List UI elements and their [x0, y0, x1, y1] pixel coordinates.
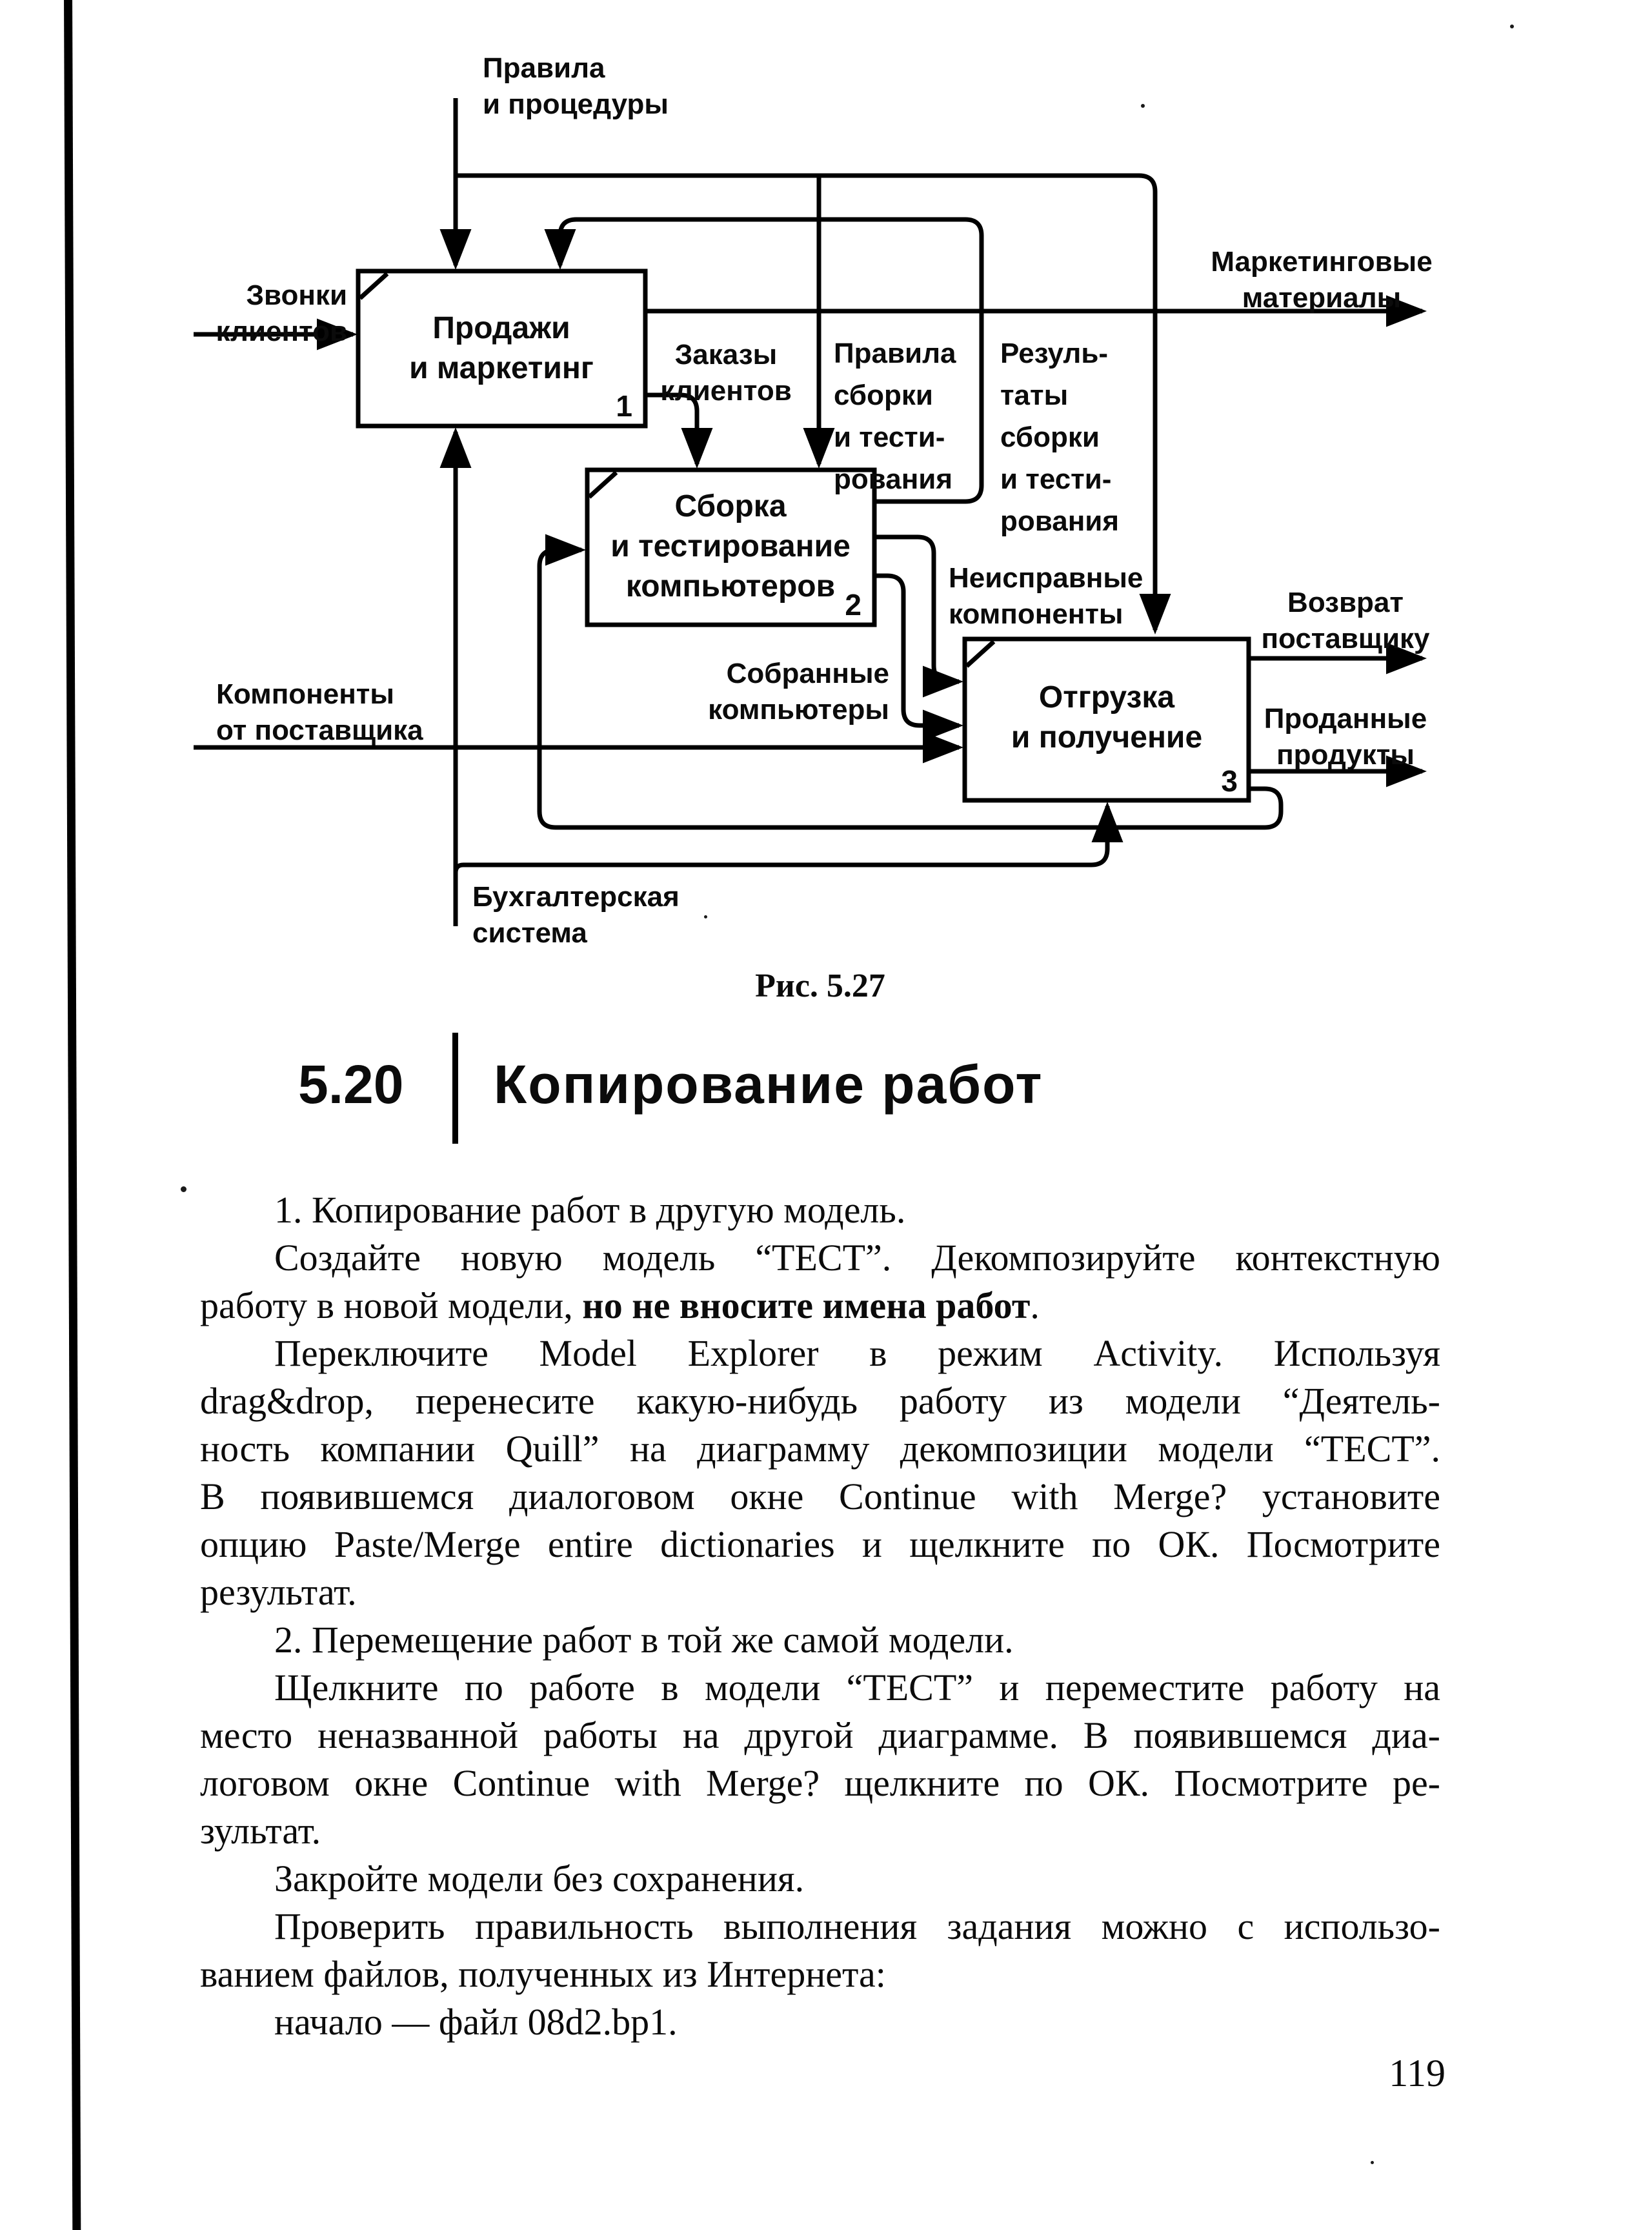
flow-label-line: компьютеры — [708, 694, 889, 725]
box3-number: 3 — [1221, 764, 1238, 798]
flow-label-zakazy — [660, 339, 792, 407]
flow-label-line: и тести- — [1000, 463, 1112, 495]
flow-label-line: система — [472, 917, 587, 949]
box1-label-line2: и маркетинг — [409, 351, 594, 385]
flow-label-line: Проданные — [1264, 703, 1427, 735]
figure-caption: Рис. 5.27 — [755, 968, 885, 1004]
flow-buhgalterskaya-arrow-box3 — [456, 806, 1107, 873]
page-number: 119 — [1389, 2052, 1446, 2094]
section-number: 5.20 — [298, 1054, 404, 1115]
activity-box-1-rect — [358, 271, 645, 426]
body-line: начало — файл 08d2.bp1. — [274, 2001, 678, 2043]
flow-label-line: сборки — [834, 380, 933, 411]
body-line: Щелкните по работе в модели “ТЕСТ” и переместите работу на — [274, 1667, 1440, 1708]
flow-label-pravila-procedury — [483, 52, 669, 120]
flow-label-line: и процедуры — [483, 88, 669, 120]
flow-label-line: таты — [1000, 380, 1069, 411]
flow-label-line: Резуль- — [1000, 338, 1109, 369]
body-line: зультат. — [200, 1810, 321, 1852]
flow-label-line: продукты — [1276, 739, 1415, 771]
activity-box-sales — [358, 271, 645, 426]
flow-label-line: от поставщика — [216, 715, 423, 746]
body-line: 2. Перемещение работ в той же самой модели. — [274, 1619, 1014, 1661]
body-line: Проверить правильность выполнения задания можно с использо- — [274, 1905, 1440, 1947]
flow-label-line: компоненты — [949, 598, 1123, 630]
activity-box-shipping — [965, 639, 1249, 800]
flow-label-line: рования — [834, 463, 952, 495]
section-divider-bar — [452, 1033, 458, 1144]
body-line: опцию Paste/Merge entire dictionaries и щелкните по ОК. Посмотрите — [200, 1523, 1440, 1565]
flow-label-komponenty — [216, 678, 423, 746]
flow-label-line: Заказы — [674, 339, 778, 370]
flow-label-prodannye — [1264, 703, 1427, 771]
flow-label-marketingovye — [1211, 246, 1432, 314]
flow-label-rezultaty — [1000, 338, 1119, 537]
box1-label-line1: Продажи — [432, 311, 570, 345]
box2-label-line2: и тестирование — [610, 529, 851, 563]
flow-label-line: Маркетинговые — [1211, 246, 1433, 278]
flow-label-sobrannye — [708, 658, 889, 725]
flow-label-line: клиентов — [660, 375, 792, 407]
flow-label-line: поставщику — [1261, 623, 1430, 654]
flow-label-line: Компоненты — [216, 678, 394, 710]
activity-box-3-rect — [965, 639, 1249, 800]
flow-label-line: клиентов — [216, 316, 347, 347]
flow-label-pravila-sborki — [834, 338, 956, 495]
body-line: Переключите Model Explorer в режим Activity. Используя — [274, 1332, 1440, 1374]
flow-label-line: Возврат — [1287, 587, 1404, 618]
box2-number: 2 — [845, 588, 861, 622]
scan-speck — [1141, 104, 1145, 108]
body-line: drag&drop, перенесите какую-нибудь работу из модели “Деятель- — [200, 1380, 1440, 1422]
body-line: Создайте новую модель “ТЕСТ”. Декомпозируйте контекстную — [274, 1237, 1440, 1279]
flow-label-line: Правила — [483, 52, 605, 84]
flow-label-line: Собранные — [726, 658, 889, 689]
flow-label-line: Правила — [834, 338, 956, 369]
activity-box-assembly — [587, 470, 874, 625]
flow-label-line: материалы — [1242, 282, 1402, 314]
body-line: Закройте модели без сохранения. — [274, 1858, 805, 1900]
flow-label-line: Звонки — [246, 279, 347, 311]
body-line: 1. Копирование работ в другую модель. — [274, 1189, 906, 1231]
flow-label-neispravnye — [949, 562, 1143, 630]
section-title: Копирование работ — [494, 1054, 1043, 1115]
flow-label-line: Бухгалтерская — [472, 881, 680, 913]
scan-speck — [1371, 2161, 1374, 2164]
scan-speck — [1510, 25, 1514, 28]
scan-speck — [181, 1186, 186, 1192]
scan-speck — [704, 915, 707, 918]
box2-label-line3: компьютеров — [625, 569, 836, 603]
idef0-diagram — [0, 0, 1652, 968]
body-line: результат. — [200, 1571, 357, 1613]
flow-label-zvonki — [216, 279, 348, 347]
body-line: работу в новой модели, но не вносите имена работ. — [200, 1284, 1040, 1326]
flow-label-line: Неисправные — [949, 562, 1143, 594]
body-text — [200, 1186, 1440, 2046]
flow-label-vozvrat — [1261, 587, 1430, 654]
flow-label-buhgalterskaya — [472, 881, 680, 949]
box1-number: 1 — [616, 389, 632, 423]
flow-label-line: рования — [1000, 505, 1119, 537]
body-line: В появившемся диалоговом окне Continue with Merge? установите — [200, 1475, 1440, 1517]
body-line: место неназванной работы на другой диаграмме. В появившемся диа- — [200, 1714, 1440, 1756]
flow-label-line: сборки — [1000, 421, 1100, 453]
flow-label-line: и тести- — [834, 421, 945, 453]
body-line: ность компании Quill” на диаграмму декомпозиции модели “ТЕСТ”. — [200, 1428, 1440, 1470]
body-line: ванием файлов, полученных из Интернета: — [200, 1953, 886, 1995]
box3-label-line2: и получение — [1011, 720, 1203, 755]
box2-label-line1: Сборка — [674, 489, 787, 523]
box3-label-line1: Отгрузка — [1038, 680, 1175, 715]
body-line: логовом окне Continue with Merge? щелкните по ОК. Посмотрите ре- — [200, 1762, 1440, 1804]
